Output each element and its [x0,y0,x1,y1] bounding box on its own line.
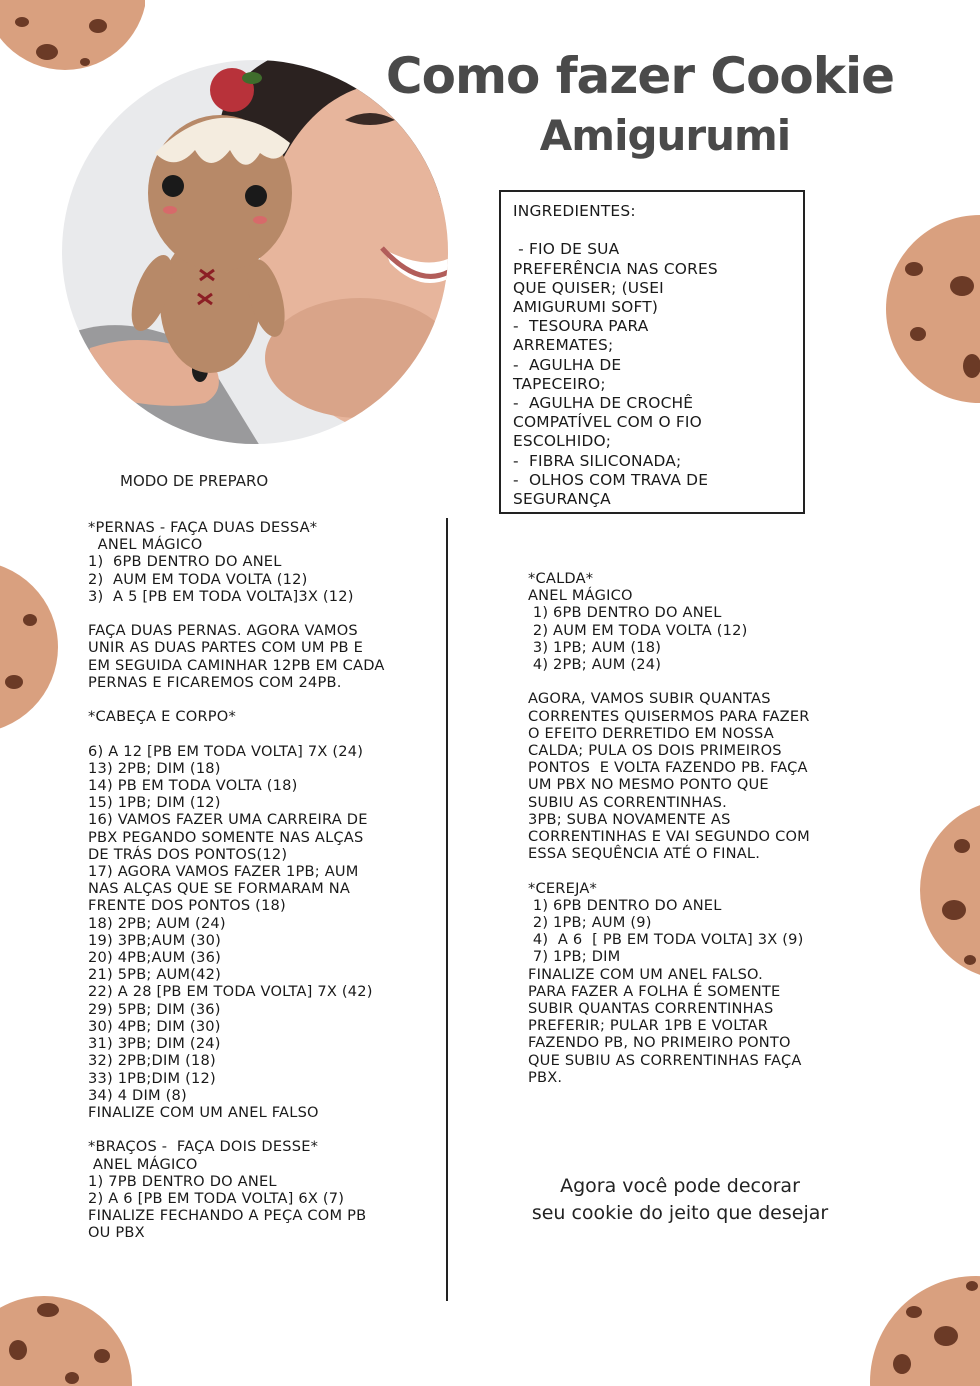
ingredients-box [499,190,805,514]
woman-holding-crochet-cookie-doll-photo [60,58,450,450]
preparation-right-column: *CALDA* ANEL MÁGICO 1) 6PB DENTRO DO ANEL 2) AUM EM TODA VOLTA (12) 3) 1PB; AUM (18) 4) 2PB; AUM (24) AGORA, VAMOS SUBIR QUANTAS CORRENTES QUISERMOS PARA FAZER O EFEITO DERRETIDO EM NOSSA CALDA; PULA OS DOIS PRIMEIROS PONTOS E VOLTA FAZENDO PB. FAÇA UM PBX NO MESMO PONTO QUE SUBIU AS CORRENTINHAS. 3PB; SUBA NOVAMENTE AS CORRENTINHAS E VAI SEGUNDO COM ESSA SEQUÊNCIA ATÉ O FINAL. *CEREJA* 1) 6PB DENTRO DO ANEL 2) 1PB; AUM (9) 4) A 6 [ PB EM TODA VOLTA] 3X (9) 7) 1PB; DIM FINALIZE COM UM ANEL FALSO. PARA FAZER A FOLHA É SOMENTE SUBIR QUANTAS CORRENTINHAS PREFERIR; PULAR 1PB E VOLTAR FAZENDO PB, NO PRIMEIRO PONTO QUE SUBIU AS CORRENTINHAS FAÇA PBX. [528,570,810,1086]
preparation-left-column: *PERNAS - FAÇA DUAS DESSA* ANEL MÁGICO 1) 6PB DENTRO DO ANEL 2) AUM EM TODA VOLTA (12) 3) A 5 [PB EM TODA VOLTA]3X (12) FAÇA DUAS PERNAS. AGORA VAMOS UNIR AS DUAS PARTES COM UM PB E EM SEGUIDA CAMINHAR 12PB EM CADA PERNAS E FICAREMOS COM 24PB. *CABEÇA E CORPO* 6) A 12 [PB EM TODA VOLTA] 7X (24) 13) 2PB; DIM (18) 14) PB EM TODA VOLTA (18) 15) 1PB; DIM (12) 16) VAMOS FAZER UMA CARREIRA DE PBX PEGANDO SOMENTE NAS ALÇAS DE TRÁS DOS PONTOS(12) 17) AGORA VAMOS FAZER 1PB; AUM NAS ALÇAS QUE SE FORMARAM NA FRENTE DOS PONTOS (18) 18) 2PB; AUM (24) 19) 3PB;AUM (30) 20) 4PB;AUM (36) 21) 5PB; AUM(42) 22) A 28 [PB EM TODA VOLTA] 7X (42) 29) 5PB; DIM (36) 30) 4PB; DIM (30) 31) 3PB; DIM (24) 32) 2PB;DIM (18) 33) 1PB;DIM (12) 34) 4 DIM (8) FINALIZE COM UM ANEL FALSO *BRAÇOS - FAÇA DOIS DESSE* ANEL MÁGICO 1) 7PB DENTRO DO ANEL 2) A 6 [PB EM TODA VOLTA] 6X (7) FINALIZE FECHANDO A PEÇA COM PB OU PBX [88,519,385,1242]
page-title: Como fazer Cookie [385,47,895,105]
cookie-icon-right-upper [884,214,980,404]
cookie-icon-right-lower [918,800,980,980]
column-divider [446,518,448,1301]
cookie-icon-bottom-right [868,1256,980,1386]
cookie-icon-left-middle [0,560,60,735]
cookie-icon-bottom-left [0,1288,132,1386]
closing-line-1: Agora você pode decorar [560,1175,800,1197]
closing-line-2: seu cookie do jeito que desejar [531,1202,829,1224]
page-subtitle: Amigurumi [539,111,791,160]
closing-message [520,1173,840,1227]
ingredients-text: INGREDIENTES: - FIO DE SUA PREFERÊNCIA NAS CORES QUE QUISER; (USEI AMIGURUMI SOFT) - TESOURA PARA ARREMATES; - AGULHA DE TAPECEIRO; - AGULHA DE CROCHÊ COMPATÍVEL COM O FIO ESCOLHIDO; - FIBRA SILICONADA; - OLHOS COM TRAVA DE SEGURANÇA [513,202,718,509]
preparation-heading: MODO DE PREPARO [120,472,269,490]
